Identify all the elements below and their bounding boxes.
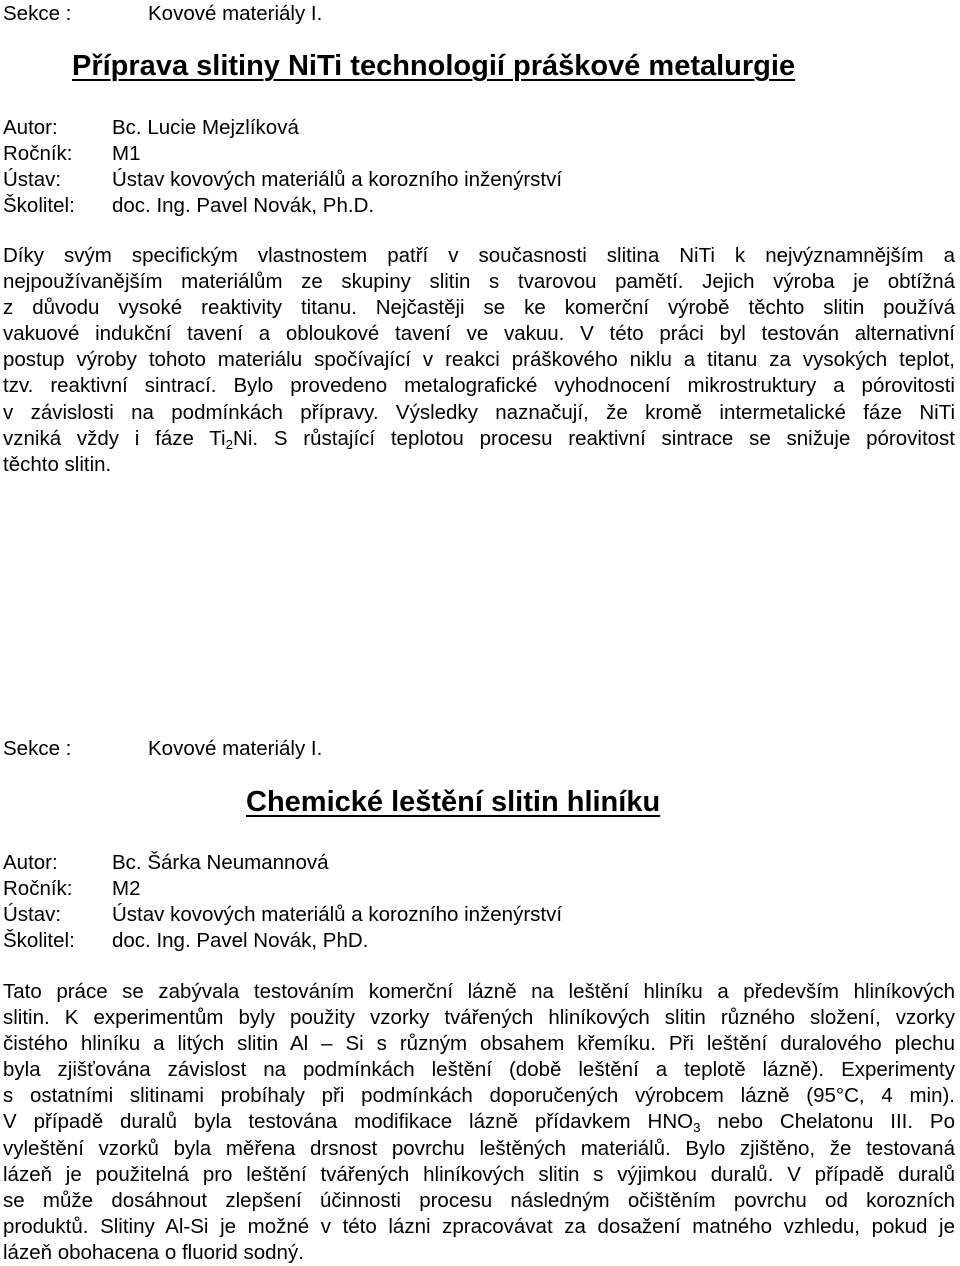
abstract-line: slitin. K experimentům byly použity vzorky tvářených hliníkových slitin různého složení, vzorky [3, 1006, 955, 1030]
year-value: M1 [112, 142, 141, 165]
author-label: Autor: [3, 116, 58, 139]
article-title: Příprava slitiny NiTi technologií práškové metalurgie [72, 50, 796, 82]
institute-value: Ústav kovových materiálů a korozního inženýrství [112, 168, 563, 191]
abstract-line: vakuové indukční tavení a obloukové tavení ve vakuu. V této práci byl testován alternativní [3, 322, 955, 346]
supervisor-value: doc. Ing. Pavel Novák, Ph.D. [112, 194, 375, 217]
article-title: Chemické leštění slitin hliníku [246, 786, 661, 818]
institute-label: Ústav: [3, 168, 62, 191]
abstract-line: lázeň je použitelná pro leštění tvářených hliníkových slitin s výjimkou duralů. V případě duralů [3, 1162, 955, 1186]
abstract-line: produktů. Slitiny Al-Si je možné v této lázni zpracovávat za dosažení matného vzhledu, pokud je [3, 1214, 955, 1238]
abstract-line [3, 1109, 955, 1135]
supervisor-label: Školitel: [3, 194, 75, 217]
abstract-line: se může dosáhnout zlepšení účinnosti procesu následným očištěním povrchu od korozních [3, 1188, 955, 1212]
year-label: Ročník: [3, 142, 73, 165]
abstract-text: V případě duralů byla testována modifikace lázně přídavkem HNO [3, 1110, 694, 1134]
abstract-text: vzniká vždy i fáze Ti [3, 426, 226, 450]
abstract-line: Díky svým specifickým vlastnostem patří v současnosti slitina NiTi k nejvýznamnějším a [3, 244, 955, 267]
author-label: Autor: [3, 851, 58, 874]
institute-label: Ústav: [3, 903, 62, 926]
institute-value: Ústav kovových materiálů a korozního inženýrství [112, 903, 563, 926]
year-value: M2 [112, 877, 141, 900]
section-label: Sekce : [3, 737, 72, 760]
subscript: 2 [225, 436, 234, 452]
section-label: Sekce : [3, 2, 72, 25]
abstract-line: v závislosti na podmínkách přípravy. Výsledky naznačují, že kromě intermetalické fáze NiTi [3, 400, 955, 424]
subscript: 3 [693, 1120, 701, 1136]
abstract-line: těchto slitin. [3, 452, 112, 476]
year-label: Ročník: [3, 877, 73, 900]
abstract-line: vyleštění vzorků byla měřena drsnost povrchu leštěných materiálů. Bylo zjištěno, že testovaná [3, 1136, 955, 1160]
abstract-paragraph [3, 979, 955, 1266]
author-value: Bc. Šárka Neumannová [112, 851, 329, 874]
abstract-text: Ni. S růstající teplotou procesu reaktivní sintrace se snižuje pórovitost [233, 426, 955, 450]
supervisor-label: Školitel: [3, 929, 75, 952]
abstract-line: byla zjišťována závislost na podmínkách leštění (době leštění a teplotě lázně). Experimenty [3, 1058, 955, 1082]
abstract-line: tzv. reaktivní sintrací. Bylo provedeno metalografické vyhodnocení mikrostruktury a pórovitosti [3, 374, 955, 398]
abstract-line: postup výroby tohoto materiálu spočívající v reakci práškového niklu a titanu za vysokých teplot, [3, 348, 955, 372]
supervisor-value: doc. Ing. Pavel Novák, PhD. [112, 929, 369, 952]
abstract-line: Tato práce se zabývala testováním komerční lázně na leštění hliníku a především hliníkových [3, 980, 955, 1003]
abstract-line: nejpoužívanějším materiálům ze skupiny slitin s tvarovou pamětí. Jejich výroba je obtížná [3, 270, 955, 294]
abstract-line: s ostatními slitinami probíhaly při podmínkách doporučených výrobcem lázně (95°C, 4 min). [3, 1084, 955, 1108]
section-value: Kovové materiály I. [148, 737, 323, 760]
abstract-line [3, 426, 955, 452]
abstract-line: z důvodu vysoké reaktivity titanu. Nejčastěji se ke komerční výrobě těchto slitin používá [3, 296, 955, 320]
section-value: Kovové materiály I. [148, 2, 323, 25]
abstract-paragraph [3, 243, 955, 478]
abstract-line: lázeň obohacena o fluorid sodný. [3, 1240, 304, 1264]
abstract-text: nebo Chelatonu III. Po [700, 1110, 955, 1134]
author-value: Bc. Lucie Mejzlíková [112, 116, 299, 139]
abstract-line: čistého hliníku a litých slitin Al – Si s různým obsahem křemíku. Při leštění duralového plechu [3, 1032, 955, 1056]
